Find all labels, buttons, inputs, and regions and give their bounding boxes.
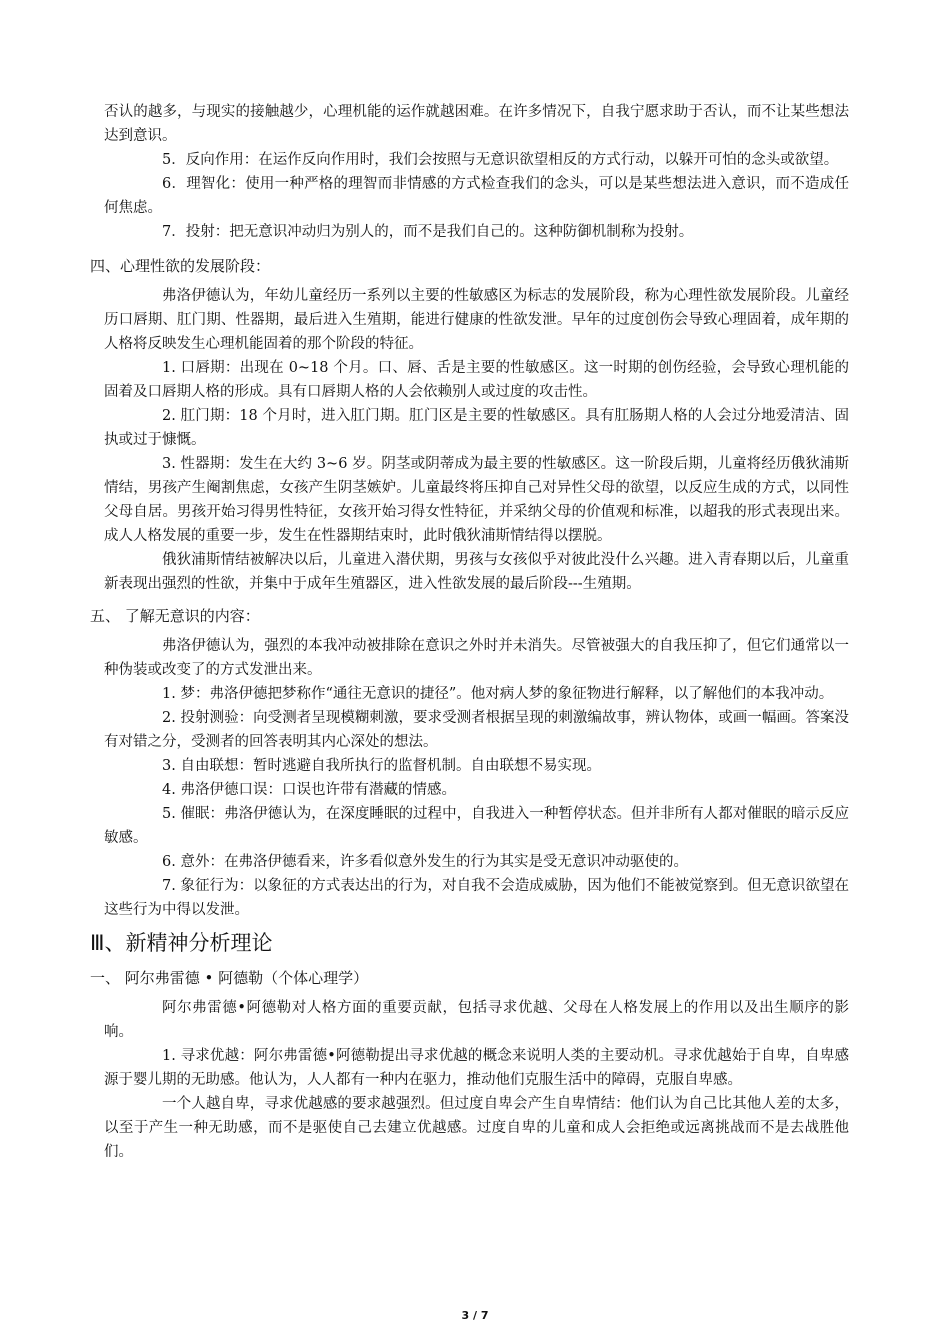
- paragraph: 2. 肛门期：18 个月时，进入肛门期。肛门区是主要的性敏感区。具有肛肠期人格的人会过分地爱清洁、固执或过于慷慨。: [104, 408, 849, 448]
- paragraph: 俄狄浦斯情结被解决以后，儿童进入潜伏期，男孩与女孩似乎对彼此没什么兴趣。进入青春期以后，儿童重新表现出强烈的性欲，并集中于成年生殖器区，进入性欲发展的最后阶段---生殖期。: [104, 552, 849, 592]
- heading-adler: 一、 阿尔弗雷德 • 阿德勒（个体心理学）: [90, 969, 369, 987]
- paragraph: 1. 梦：弗洛伊德把梦称作“通往无意识的捷径”。他对病人梦的象征物进行解释，以了解他们的本我冲动。: [162, 686, 834, 702]
- paragraph: 弗洛伊德认为，年幼儿童经历一系列以主要的性敏感区为标志的发展阶段，称为心理性欲发展阶段。儿童经历口唇期、肛门期、性器期，最后进入生殖期，能进行健康的性欲发泄。早年的过度创伤会导致心理固着，成年期的人格将反映发生心理机能固着的那个阶段的特征。: [104, 288, 849, 352]
- page-number: 3 / 7: [461, 1309, 489, 1322]
- paragraph: 否认的越多，与现实的接触越少，心理机能的运作就越困难。在许多情况下，自我宁愿求助于否认，而不让某些想法达到意识。: [104, 104, 849, 144]
- section-title: Ⅲ、新精神分析理论: [90, 931, 273, 955]
- paragraph: 5. 催眠：弗洛伊德认为，在深度睡眠的过程中，自我进入一种暂停状态。但并非所有人都对催眠的暗示反应敏感。: [104, 806, 849, 846]
- paragraph: 一个人越自卑，寻求优越感的要求越强烈。但过度自卑会产生自卑情结：他们认为自己比其他人差的太多，以至于产生一种无助感，而不是驱使自己去建立优越感。过度自卑的儿童和成人会拒绝或远离挑战而不是去战胜他们。: [104, 1096, 849, 1160]
- paragraph: 6．理智化：使用一种严格的理智而非情感的方式检查我们的念头，可以是某些想法进入意识，而不造成任何焦虑。: [104, 176, 849, 216]
- paragraph: 3. 自由联想：暂时逃避自我所执行的监督机制。自由联想不易实现。: [162, 758, 601, 774]
- paragraph: 7．投射：把无意识冲动归为别人的，而不是我们自己的。这种防御机制称为投射。: [162, 224, 694, 240]
- paragraph: 1. 口唇期：出现在 0~18 个月。口、唇、舌是主要的性敏感区。这一时期的创伤经验，会导致心理机能的固着及口唇期人格的形成。具有口唇期人格的人会依赖别人或过度的攻击性。: [104, 360, 849, 400]
- paragraph: 2. 投射测验：向受测者呈现模糊刺激，要求受测者根据呈现的刺激编故事，辨认物体，或画一幅画。答案没有对错之分，受测者的回答表明其内心深处的想法。: [104, 710, 849, 750]
- heading-psychosexual-stages: 四、心理性欲的发展阶段：: [90, 257, 271, 275]
- heading-unconscious-content: 五、 了解无意识的内容：: [90, 607, 260, 625]
- paragraph: 阿尔弗雷德•阿德勒对人格方面的重要贡献，包括寻求优越、父母在人格发展上的作用以及出生顺序的影响。: [104, 1000, 849, 1040]
- paragraph: 4. 弗洛伊德口误：口误也许带有潜藏的情感。: [162, 782, 456, 798]
- paragraph: 6. 意外：在弗洛伊德看来，许多看似意外发生的行为其实是受无意识冲动驱使的。: [162, 854, 688, 870]
- paragraph: 1. 寻求优越：阿尔弗雷德•阿德勒提出寻求优越的概念来说明人类的主要动机。寻求优越始于自卑，自卑感源于婴儿期的无助感。他认为，人人都有一种内在驱力，推动他们克服生活中的障碍，克服自卑感。: [104, 1048, 849, 1088]
- paragraph: 7. 象征行为：以象征的方式表达出的行为，对自我不会造成威胁，因为他们不能被觉察到。但无意识欲望在这些行为中得以发泄。: [104, 878, 849, 918]
- paragraph: 5．反向作用：在运作反向作用时，我们会按照与无意识欲望相反的方式行动，以躲开可怕的念头或欲望。: [162, 152, 839, 168]
- paragraph: 弗洛伊德认为，强烈的本我冲动被排除在意识之外时并未消失。尽管被强大的自我压抑了，但它们通常以一种伪装或改变了的方式发泄出来。: [104, 638, 849, 678]
- paragraph: 3. 性器期：发生在大约 3~6 岁。阴茎或阴蒂成为最主要的性敏感区。这一阶段后期，儿童将经历俄狄浦斯情结，男孩产生阉割焦虑，女孩产生阴茎嫉妒。儿童最终将压抑自己对异性父母的欲望，以反应生成的方式，以同性父母自居。男孩开始习得男性特征，女孩开始习得女性特征，并采纳父母的价值观和标准，以超我的形式表现出来。成人人格发展的重要一步，发生在性器期结束时，此时俄狄浦斯情结得以摆脱。: [104, 456, 849, 544]
- page-content: [90, 100, 849, 1164]
